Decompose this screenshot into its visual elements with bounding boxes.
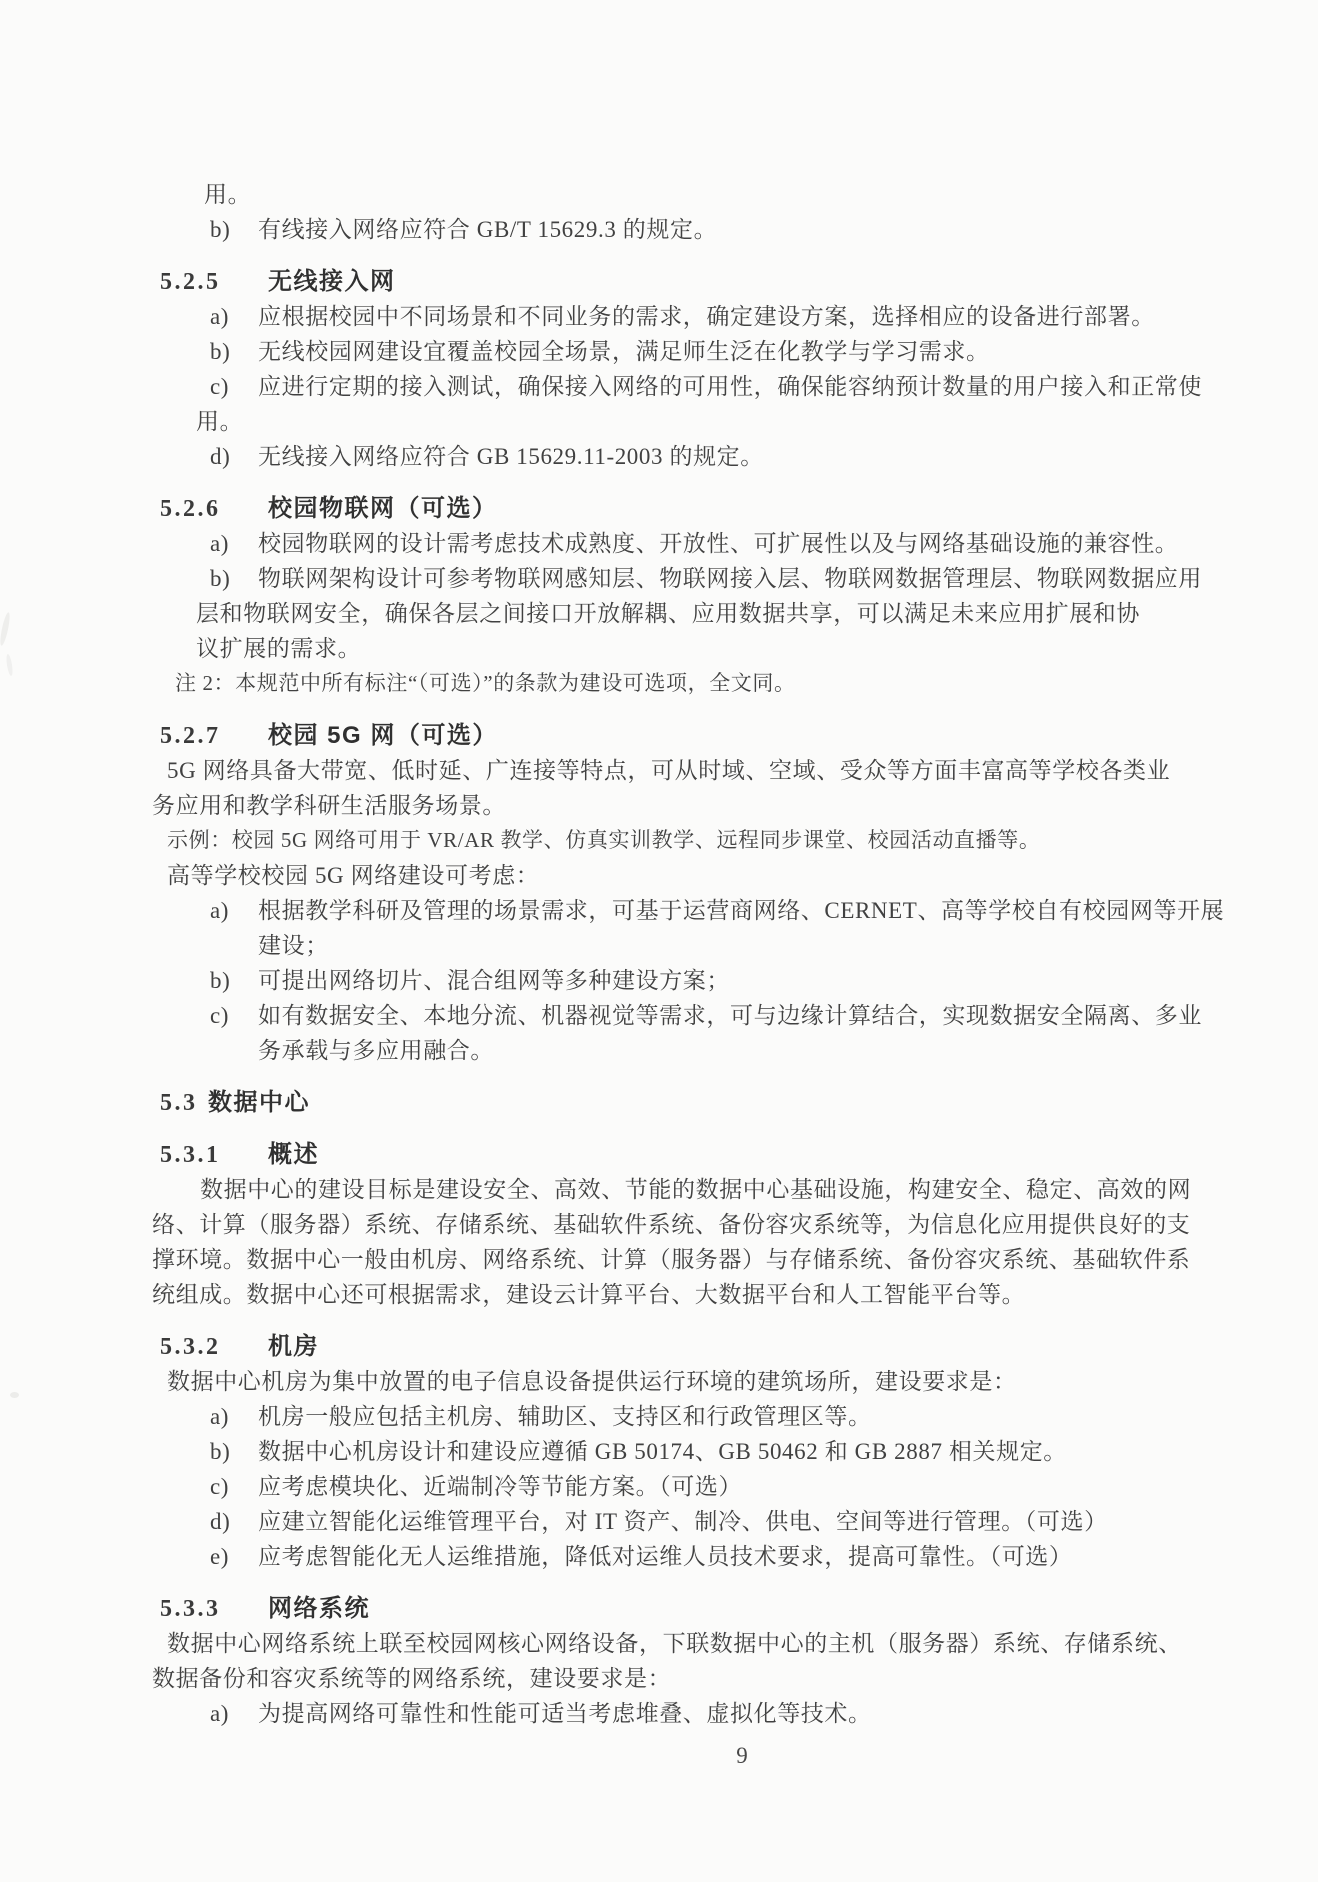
list-wrap-line: 用。 (196, 409, 244, 434)
list-line: 应根据校园中不同场景和不同业务的需求，确定建设方案，选择相应的设备进行部署。 (258, 304, 1155, 329)
list-marker: b) (210, 339, 231, 364)
list-marker: e) (210, 1544, 230, 1569)
list-marker: a) (210, 531, 230, 556)
paragraph-line: 络、计算（服务器）系统、存储系统、基础软件系统、备份容灾系统等，为信息化应用提供良好的支 (152, 1212, 1191, 1237)
list-line: 如有数据安全、本地分流、机器视觉等需求，可与边缘计算结合，实现数据安全隔离、多业 (258, 1003, 1202, 1028)
list-line: 为提高网络可靠性和性能可适当考虑堆叠、虚拟化等技术。 (258, 1701, 872, 1726)
list-item (152, 893, 1318, 963)
list-marker: d) (210, 444, 231, 469)
list-line: 机房一般应包括主机房、辅助区、支持区和行政管理区等。 (258, 1404, 872, 1429)
section-title: 机房 (268, 1333, 319, 1360)
list-marker: b) (210, 566, 231, 591)
list-marker: c) (210, 1003, 230, 1028)
list-item (152, 1696, 1318, 1731)
paragraph-line: 务应用和教学科研生活服务场景。 (152, 793, 506, 818)
list-item (152, 1434, 1318, 1469)
page-number: 9 (736, 1743, 748, 1768)
section-heading (152, 491, 1318, 526)
section-title: 无线接入网 (268, 268, 396, 295)
section-title: 网络系统 (268, 1595, 370, 1622)
list-marker: b) (210, 968, 231, 993)
list-marker: a) (210, 1701, 230, 1726)
section-heading (152, 718, 1318, 753)
list-line: 无线接入网络应符合 GB 15629.11-2003 的规定。 (258, 444, 764, 469)
section-number: 5.2.6 (160, 496, 221, 522)
list-marker: c) (210, 1474, 230, 1499)
section-heading (152, 1591, 1318, 1626)
list-line: 应考虑模块化、近端制冷等节能方案。（可选） (258, 1474, 743, 1499)
paragraph-line: 统组成。数据中心还可根据需求，建设云计算平台、大数据平台和人工智能平台等。 (152, 1282, 1026, 1307)
note-line: 注 2：本规范中所有标注“（可选）”的条款为建设可选项，全文同。 (175, 671, 796, 695)
list-item (152, 998, 1318, 1068)
section-heading (152, 1329, 1318, 1364)
list-line: 数据中心机房设计和建设应遵循 GB 50174、GB 50462 和 GB 2887 相关规定。 (258, 1439, 1067, 1464)
section-number: 5.3.3 (160, 1596, 221, 1622)
list-item (152, 369, 1318, 439)
list-wrap-line: 建设； (258, 933, 329, 958)
section-number: 5.2.5 (160, 269, 221, 295)
list-line: 应建立智能化运维管理平台，对 IT 资产、制冷、供电、空间等进行管理。（可选） (258, 1509, 1108, 1534)
list-line: 应考虑智能化无人运维措施，降低对运维人员技术要求，提高可靠性。（可选） (258, 1544, 1073, 1569)
section-number: 5.3 (160, 1090, 198, 1116)
paragraph-line: 数据中心机房为集中放置的电子信息设备提供运行环境的建筑场所，建设要求是： (167, 1369, 1017, 1394)
paragraph-line: 数据中心的建设目标是建设安全、高效、节能的数据中心基础设施，构建安全、稳定、高效的网 (200, 1177, 1192, 1202)
list-marker: c) (210, 374, 230, 399)
list-item (152, 299, 1318, 334)
section-heading (152, 264, 1318, 299)
list-item (152, 561, 1318, 666)
list-marker: d) (210, 1509, 231, 1534)
list-marker: b) (210, 1439, 231, 1464)
section-title: 校园物联网（可选） (268, 495, 498, 522)
list-line: 有线接入网络应符合 GB/T 15629.3 的规定。 (258, 217, 718, 242)
section-heading (152, 1137, 1318, 1172)
section-title: 概述 (268, 1141, 319, 1168)
list-item (152, 439, 1318, 474)
list-wrap-line: 议扩展的需求。 (196, 636, 362, 661)
list-line: 可提出网络切片、混合组网等多种建设方案； (258, 968, 730, 993)
section-heading (152, 1085, 1318, 1120)
example-line: 示例：校园 5G 网络可用于 VR/AR 教学、仿真实训教学、远程同步课堂、校园活动直播等。 (167, 828, 1041, 852)
section-number: 5.3.1 (160, 1142, 221, 1168)
section-number: 5.2.7 (160, 723, 221, 749)
list-item (152, 212, 1318, 247)
list-wrap-line: 务承载与多应用融合。 (258, 1038, 494, 1063)
section-number: 5.3.2 (160, 1334, 221, 1360)
list-line: 物联网架构设计可参考物联网感知层、物联网接入层、物联网数据管理层、物联网数据应用 (258, 566, 1202, 591)
list-wrap-line: 用。 (204, 182, 252, 207)
section-title: 数据中心 (208, 1089, 310, 1116)
list-line: 无线校园网建设宜覆盖校园全场景，满足师生泛在化教学与学习需求。 (258, 339, 990, 364)
list-item (152, 334, 1318, 369)
section-title: 校园 5G 网（可选） (268, 722, 498, 749)
paragraph-line: 数据中心网络系统上联至校园网核心网络设备，下联数据中心的主机（服务器）系统、存储系统、 (167, 1631, 1182, 1656)
list-item (152, 1539, 1318, 1574)
list-item (152, 963, 1318, 998)
paragraph-line: 数据备份和容灾系统等的网络系统，建设要求是： (152, 1666, 672, 1691)
paragraph-line: 高等学校校园 5G 网络建设可考虑： (167, 863, 540, 888)
list-wrap-line: 层和物联网安全，确保各层之间接口开放解耦、应用数据共享，可以满足未来应用扩展和协 (196, 601, 1140, 626)
list-item (152, 1399, 1318, 1434)
paragraph-line: 5G 网络具备大带宽、低时延、广连接等特点，可从时域、空域、受众等方面丰富高等学校各类业 (167, 758, 1171, 783)
list-line: 校园物联网的设计需考虑技术成熟度、开放性、可扩展性以及与网络基础设施的兼容性。 (258, 531, 1179, 556)
list-marker: a) (210, 1404, 230, 1429)
list-item (152, 1504, 1318, 1539)
list-item (152, 526, 1318, 561)
list-line: 根据教学科研及管理的场景需求，可基于运营商网络、CERNET、高等学校自有校园网等开展 (258, 898, 1225, 923)
list-marker: a) (210, 898, 230, 923)
list-item (152, 1469, 1318, 1504)
list-marker: a) (210, 304, 230, 329)
list-line: 应进行定期的接入测试，确保接入网络的可用性，确保能容纳预计数量的用户接入和正常使 (258, 374, 1202, 399)
paragraph-line: 撑环境。数据中心一般由机房、网络系统、计算（服务器）与存储系统、备份容灾系统、基础软件系 (152, 1247, 1191, 1272)
list-marker: b) (210, 217, 231, 242)
